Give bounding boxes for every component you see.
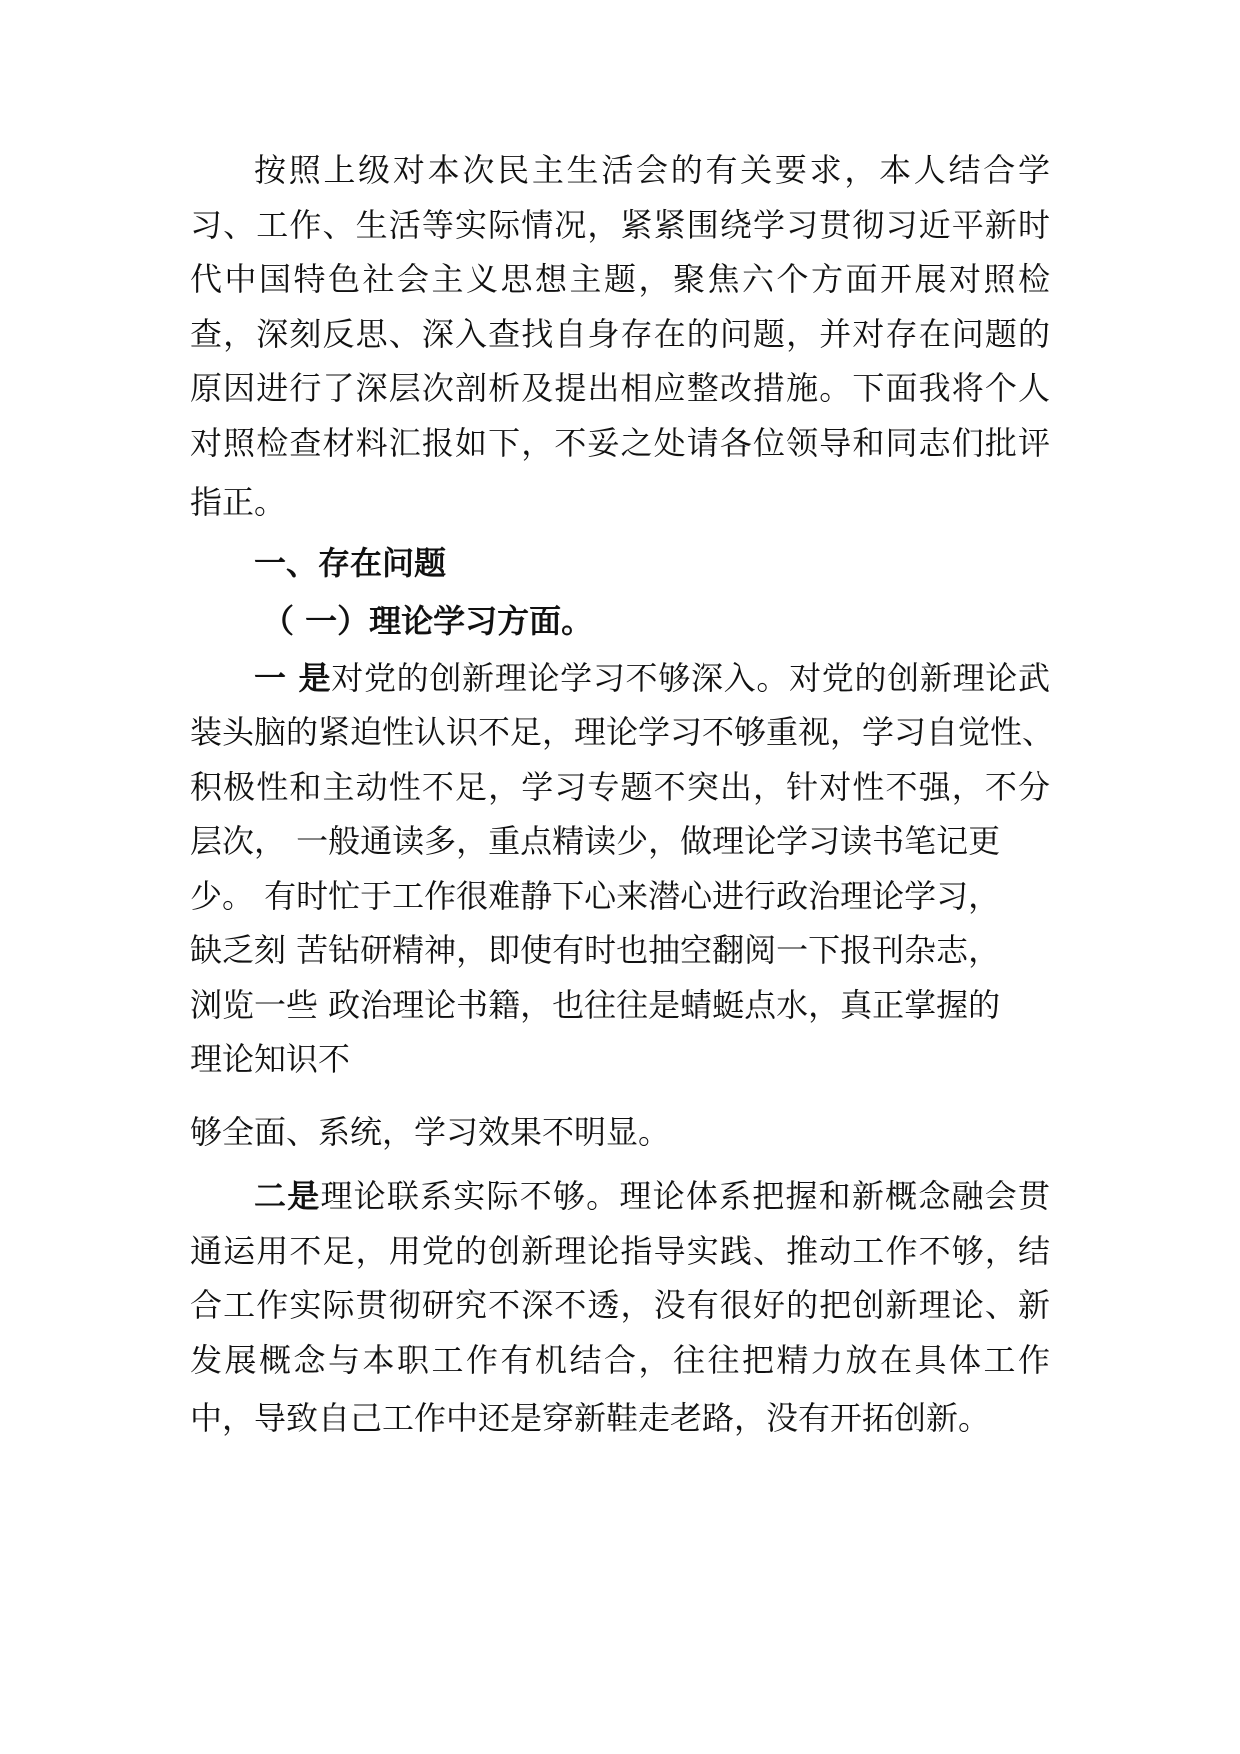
point1-line-7: 浏览一些 政治理论书籍，也往往是蜻蜓点水，真正掌握的 [190, 986, 1001, 1024]
subsection-heading: （ 一）理论学习方面。 [262, 602, 594, 640]
section-heading: 一、存在问题 [254, 544, 447, 582]
intro-line-4: 查，深刻反思、深入查找自身存在的问题，并对存在问题的 [190, 315, 1050, 353]
intro-line-6: 对照检查材料汇报如下，不妥之处请各位领导和同志们批评 [190, 424, 1050, 462]
point1-line-5: 少。 有时忙于工作很难静下心来潜心进行政治理论学习， [190, 877, 1001, 915]
point2-line-2: 通运用不足，用党的创新理论指导实践、推动工作不够，结 [190, 1232, 1050, 1270]
point2-line-1-text: 理论联系实际不够。理论体系把握和新概念融会贯 [320, 1177, 1050, 1215]
point1-line-1 [254, 658, 1050, 698]
point1-line-3: 积极性和主动性不足，学习专题不突出，针对性不强，不分 [190, 768, 1050, 806]
point1-line-2: 装头脑的紧迫性认识不足，理论学习不够重视，学习自觉性、 [190, 713, 1055, 751]
point1-line-6: 缺乏刻 苦钻研精神，即使有时也抽空翻阅一下报刊杂志， [190, 931, 1001, 969]
point2-line-5: 中，导致自己工作中还是穿新鞋走老路，没有开拓创新。 [190, 1399, 991, 1437]
intro-line-1: 按照上级对本次民主生活会的有关要求，本人结合学 [254, 151, 1050, 189]
point1-lead: 一 是 [254, 659, 332, 697]
point2-line-1 [254, 1176, 1050, 1216]
point1-line-9: 够全面、系统，学习效果不明显。 [190, 1113, 671, 1151]
point2-line-4: 发展概念与本职工作有机结合，往往把精力放在具体工作 [190, 1341, 1050, 1379]
point1-line-4: 层次， 一般通读多，重点精读少，做理论学习读书笔记更 [190, 822, 1001, 860]
intro-line-3: 代中国特色社会主义思想主题，聚焦六个方面开展对照检 [190, 260, 1050, 298]
intro-line-7: 指正。 [190, 483, 287, 521]
intro-line-2: 习、工作、生活等实际情况，紧紧围绕学习贯彻习近平新时 [190, 206, 1050, 244]
point2-line-3: 合工作实际贯彻研究不深不透，没有很好的把创新理论、新 [190, 1286, 1050, 1324]
point2-lead: 二是 [254, 1177, 321, 1215]
point1-line-1-text: 对党的创新理论学习不够深入。对党的创新理论武 [331, 659, 1050, 697]
intro-line-5: 原因进行了深层次剖析及提出相应整改措施。下面我将个人 [190, 369, 1050, 407]
point1-line-8: 理论知识不 [190, 1040, 351, 1078]
